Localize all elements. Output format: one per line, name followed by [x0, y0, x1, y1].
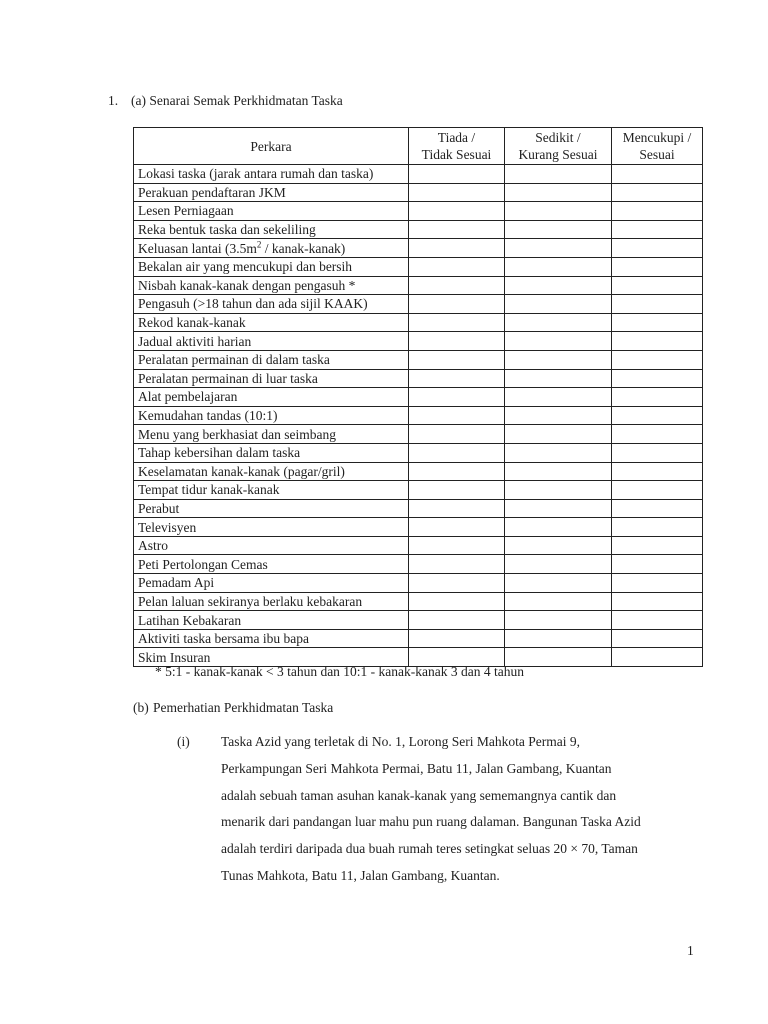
sedikit-cell[interactable]: [505, 350, 612, 369]
mencukupi-cell[interactable]: [612, 481, 703, 500]
item-cell: Astro: [134, 536, 409, 555]
sedikit-cell[interactable]: [505, 295, 612, 314]
mencukupi-cell[interactable]: [612, 183, 703, 202]
item-cell: Reka bentuk taska dan sekeliling: [134, 220, 409, 239]
item-cell: Jadual aktiviti harian: [134, 332, 409, 351]
tiada-cell[interactable]: [409, 499, 505, 518]
tiada-cell[interactable]: [409, 369, 505, 388]
tiada-cell[interactable]: [409, 332, 505, 351]
paragraph-line: Perkampungan Seri Mahkota Permai, Batu 11, Jalan Gambang, Kuantan: [221, 760, 612, 776]
item-cell: Lesen Perniagaan: [134, 202, 409, 221]
mencukupi-cell[interactable]: [612, 388, 703, 407]
sedikit-cell[interactable]: [505, 481, 612, 500]
sedikit-cell[interactable]: [505, 536, 612, 555]
table-body: [134, 165, 703, 667]
mencukupi-cell[interactable]: [612, 574, 703, 593]
table-row: [134, 295, 703, 314]
paragraph-line: Tunas Mahkota, Batu 11, Jalan Gambang, Kuantan.: [221, 867, 500, 883]
table-row: [134, 239, 703, 258]
tiada-cell[interactable]: [409, 462, 505, 481]
table-row: [134, 481, 703, 500]
mencukupi-cell[interactable]: [612, 443, 703, 462]
table-row: [134, 574, 703, 593]
tiada-cell[interactable]: [409, 611, 505, 630]
table-row: [134, 499, 703, 518]
table-row: [134, 592, 703, 611]
section-b-title: Pemerhatian Perkhidmatan Taska: [153, 700, 334, 715]
table-row: [134, 165, 703, 184]
table-row: [134, 611, 703, 630]
mencukupi-cell[interactable]: [612, 425, 703, 444]
sedikit-cell[interactable]: [505, 406, 612, 425]
sedikit-cell[interactable]: [505, 202, 612, 221]
item-cell: Perakuan pendaftaran JKM: [134, 183, 409, 202]
item-cell: Tahap kebersihan dalam taska: [134, 443, 409, 462]
mencukupi-cell[interactable]: [612, 332, 703, 351]
header-mencukupi: Mencukupi / Sesuai: [612, 128, 703, 165]
item-cell: Keluasan lantai ($3.5m^2$ / kanak-kanak): [134, 239, 409, 258]
item-cell: Pelan laluan sekiranya berlaku kebakaran: [134, 592, 409, 611]
item-cell: Nisbah kanak-kanak dengan pengasuh *: [134, 276, 409, 295]
section-number: 1.: [108, 93, 119, 108]
table-row: [134, 313, 703, 332]
sedikit-cell[interactable]: [505, 257, 612, 276]
section-a-title: (a) Senarai Semak Perkhidmatan Taska: [131, 93, 343, 108]
mencukupi-cell[interactable]: [612, 313, 703, 332]
item-cell: Menu yang berkhasiat dan seimbang: [134, 425, 409, 444]
tiada-cell[interactable]: [409, 574, 505, 593]
tiada-cell[interactable]: [409, 239, 505, 258]
section-b-label: (b): [133, 700, 149, 715]
table-row: [134, 555, 703, 574]
tiada-cell[interactable]: [409, 629, 505, 648]
sedikit-cell[interactable]: [505, 499, 612, 518]
mencukupi-cell[interactable]: [612, 350, 703, 369]
tiada-cell[interactable]: [409, 425, 505, 444]
table-row: [134, 388, 703, 407]
mencukupi-cell[interactable]: [612, 499, 703, 518]
tiada-cell[interactable]: [409, 257, 505, 276]
sedikit-cell[interactable]: [505, 555, 612, 574]
sedikit-cell[interactable]: [505, 611, 612, 630]
mencukupi-cell[interactable]: [612, 629, 703, 648]
table-row: [134, 518, 703, 537]
item-i-paragraph: [221, 734, 701, 895]
table-row: [134, 425, 703, 444]
table-row: [134, 536, 703, 555]
sedikit-cell[interactable]: [505, 629, 612, 648]
sedikit-cell[interactable]: [505, 276, 612, 295]
tiada-cell[interactable]: [409, 165, 505, 184]
item-cell: Skim Insuran: [134, 648, 409, 667]
mencukupi-cell[interactable]: [612, 536, 703, 555]
table-row: [134, 443, 703, 462]
sedikit-cell[interactable]: [505, 369, 612, 388]
footnote: * 5:1 - kanak-kanak < 3 tahun dan 10:1 - kanak-kanak 3 dan 4 tahun: [155, 664, 525, 679]
table-row: [134, 220, 703, 239]
item-cell: Rekod kanak-kanak: [134, 313, 409, 332]
header-sedikit: Sedikit / Kurang Sesuai: [505, 128, 612, 165]
sedikit-cell[interactable]: [505, 165, 612, 184]
table-row: [134, 202, 703, 221]
mencukupi-cell[interactable]: [612, 611, 703, 630]
mencukupi-cell[interactable]: [612, 220, 703, 239]
mencukupi-cell[interactable]: [612, 462, 703, 481]
mencukupi-cell[interactable]: [612, 202, 703, 221]
sedikit-cell[interactable]: [505, 239, 612, 258]
tiada-cell[interactable]: [409, 202, 505, 221]
tiada-cell[interactable]: [409, 220, 505, 239]
table-row: [134, 462, 703, 481]
item-cell: Televisyen: [134, 518, 409, 537]
item-cell: Alat pembelajaran: [134, 388, 409, 407]
table-row: [134, 406, 703, 425]
item-i-label: (i): [177, 734, 190, 749]
mencukupi-cell[interactable]: [612, 406, 703, 425]
table-header-row: [134, 128, 703, 165]
sedikit-cell[interactable]: [505, 592, 612, 611]
item-cell: Pemadam Api: [134, 574, 409, 593]
item-cell: Peralatan permainan di dalam taska: [134, 350, 409, 369]
mencukupi-cell[interactable]: [612, 369, 703, 388]
sedikit-cell[interactable]: [505, 574, 612, 593]
item-cell: Tempat tidur kanak-kanak: [134, 481, 409, 500]
item-cell: Keselamatan kanak-kanak (pagar/gril): [134, 462, 409, 481]
paragraph-line: adalah sebuah taman asuhan kanak-kanak yang sememangnya cantik dan: [221, 787, 617, 803]
tiada-cell[interactable]: [409, 443, 505, 462]
sedikit-cell[interactable]: [505, 388, 612, 407]
page-number: 1: [687, 943, 694, 958]
table-row: [134, 369, 703, 388]
table-row: [134, 276, 703, 295]
section-a-heading: [108, 93, 343, 109]
item-cell: Aktiviti taska bersama ibu bapa: [134, 629, 409, 648]
paragraph-line: menarik dari pandangan luar mahu pun ruang dalaman. Bangunan Taska Azid: [221, 814, 641, 830]
tiada-cell[interactable]: [409, 481, 505, 500]
mencukupi-cell[interactable]: [612, 555, 703, 574]
tiada-cell[interactable]: [409, 276, 505, 295]
tiada-cell[interactable]: [409, 350, 505, 369]
mencukupi-cell[interactable]: [612, 648, 703, 667]
sedikit-cell[interactable]: [505, 462, 612, 481]
sedikit-cell[interactable]: [505, 220, 612, 239]
mencukupi-cell[interactable]: [612, 592, 703, 611]
mencukupi-cell[interactable]: [612, 165, 703, 184]
item-cell: Latihan Kebakaran: [134, 611, 409, 630]
mencukupi-cell[interactable]: [612, 257, 703, 276]
section-b-heading: [133, 700, 333, 716]
table-row: [134, 183, 703, 202]
tiada-cell[interactable]: [409, 295, 505, 314]
mencukupi-cell[interactable]: [612, 295, 703, 314]
item-cell: Perabut: [134, 499, 409, 518]
header-perkara: Perkara: [134, 128, 409, 165]
paragraph-line: adalah terdiri daripada dua buah rumah teres setingkat seluas 20 × 70, Taman: [221, 841, 638, 857]
table-row: [134, 629, 703, 648]
sedikit-cell[interactable]: [505, 183, 612, 202]
header-tiada: Tiada / Tidak Sesuai: [409, 128, 505, 165]
item-cell: Peti Pertolongan Cemas: [134, 555, 409, 574]
table-row: [134, 257, 703, 276]
tiada-cell[interactable]: [409, 388, 505, 407]
tiada-cell[interactable]: [409, 313, 505, 332]
mencukupi-cell[interactable]: [612, 276, 703, 295]
sedikit-cell[interactable]: [505, 313, 612, 332]
table-row: [134, 332, 703, 351]
tiada-cell[interactable]: [409, 518, 505, 537]
sedikit-cell[interactable]: [505, 425, 612, 444]
checklist-table: [133, 127, 703, 667]
tiada-cell[interactable]: [409, 183, 505, 202]
item-cell: Peralatan permainan di luar taska: [134, 369, 409, 388]
item-cell: Bekalan air yang mencukupi dan bersih: [134, 257, 409, 276]
tiada-cell[interactable]: [409, 592, 505, 611]
tiada-cell[interactable]: [409, 406, 505, 425]
sedikit-cell[interactable]: [505, 443, 612, 462]
item-cell: Kemudahan tandas (10:1): [134, 406, 409, 425]
mencukupi-cell[interactable]: [612, 239, 703, 258]
mencukupi-cell[interactable]: [612, 518, 703, 537]
tiada-cell[interactable]: [409, 536, 505, 555]
table-row: [134, 350, 703, 369]
item-cell: Lokasi taska (jarak antara rumah dan taska): [134, 165, 409, 184]
sedikit-cell[interactable]: [505, 518, 612, 537]
item-cell: Pengasuh (>18 tahun dan ada sijil KAAK): [134, 295, 409, 314]
paragraph-line: Taska Azid yang terletak di No. 1, Lorong Seri Mahkota Permai 9,: [221, 734, 580, 749]
tiada-cell[interactable]: [409, 555, 505, 574]
sedikit-cell[interactable]: [505, 332, 612, 351]
